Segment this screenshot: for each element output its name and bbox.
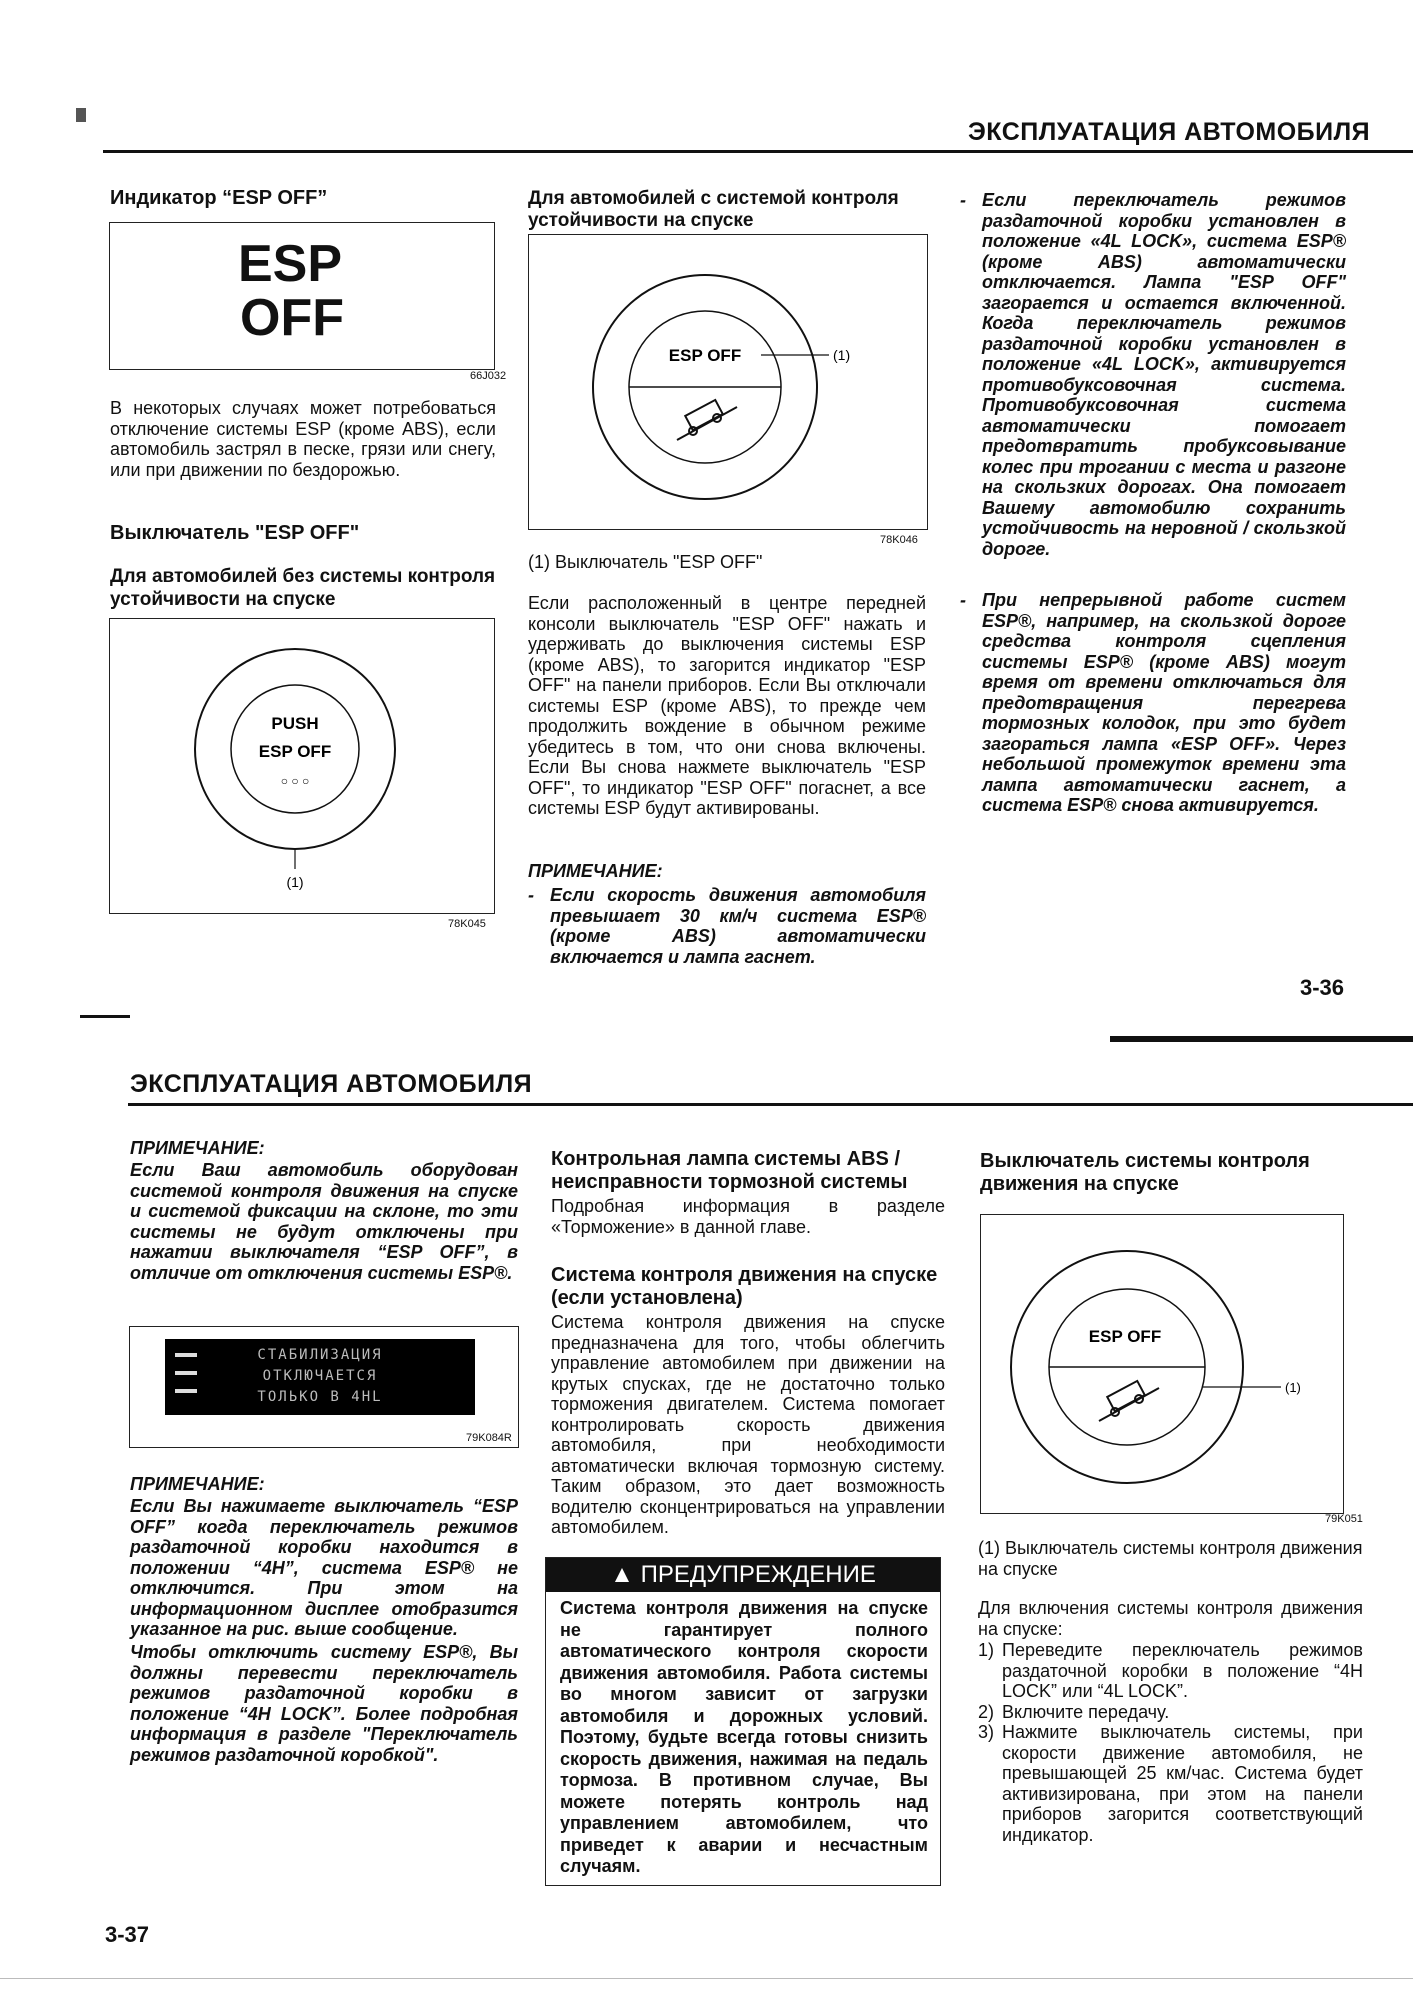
- step-text: Включите передачу.: [1002, 1701, 1170, 1722]
- right-bullet-2-text: При непрерывной работе систем ESP®, например, на скользкой дороге средства контроля сцепления системы ESP® (кроме ABS) могут время от времени отключаться для предотвращения перегрева тормозных колодок, при это будет загораться лампа «ESP OFF». Через небольшой промежуток времени эта лампа автоматически гаснет, а система ESP® снова активируется.: [982, 590, 1346, 815]
- indicator-esp-text: ESP: [238, 235, 343, 293]
- figure-code: 78K046: [880, 534, 918, 546]
- note2-text-2: Чтобы отключить систему ESP®, Вы должны перевести переключатель режимов раздаточной коробки в положение “4H LOCK”. Более подробная информация в разделе "Переключатель режимов раздаточной коробкой".: [130, 1642, 518, 1765]
- hill-descent-icon: [677, 400, 737, 440]
- figure-caption: (1) Выключатель "ESP OFF": [528, 552, 763, 572]
- push-switch-figure: [109, 618, 495, 914]
- step-item: [978, 1640, 1363, 1702]
- esp-off-indicator-figure: [109, 222, 495, 370]
- hdc-switch-drawing: [529, 235, 927, 529]
- hdc-switch-drawing: [981, 1215, 1343, 1513]
- page-header-title: ЭКСПЛУАТАЦИЯ АВТОМОБИЛЯ: [968, 118, 1371, 146]
- scan-mark: [76, 108, 86, 122]
- display-line-3: ТОЛЬКО В 4HL: [257, 1389, 383, 1405]
- step-number: 1): [978, 1640, 995, 1660]
- display-line-2: ОТКЛЮЧАЕТСЯ: [262, 1368, 378, 1384]
- indicator-heading: Индикатор “ESP OFF”: [110, 187, 328, 209]
- indicator-off-text: OFF: [240, 289, 344, 347]
- callout-1: (1): [1285, 1380, 1301, 1395]
- header-rule: [128, 1103, 1413, 1106]
- display-line-1: СТАБИЛИЗАЦИЯ: [257, 1347, 383, 1363]
- figure-code: 79K084R: [466, 1432, 512, 1444]
- page-header-title: ЭКСПЛУАТАЦИЯ АВТОМОБИЛЯ: [130, 1070, 533, 1098]
- push-label: PUSH: [271, 714, 319, 733]
- info-display-figure: [129, 1326, 519, 1448]
- note1-heading: ПРИМЕЧАНИЕ:: [130, 1138, 265, 1158]
- page-number: 3-36: [1300, 975, 1345, 1000]
- step-text: Нажмите выключатель системы, при скорости движение автомобиля, не превышающей 25 км/час. Система будет активизирована, при этом на панели приборов загорится соответствующий индикатор.: [1002, 1722, 1363, 1845]
- warning-title: ПРЕДУПРЕЖДЕНИЕ: [640, 1561, 876, 1588]
- right-bullet-1-text: Если переключатель режимов раздаточной коробки установлен в положение «4L LOCK», система ESP® (кроме ABS) автоматически отключается. Лампа "ESP OFF" загорается и остается включенной. Когда переключатель режимов раздаточной коробки установлен в положение «4L LOCK», активируется противобуксовочная система. Противобуксовочная система автоматически помогает предотвратить пробуксовывание колес при трогании с места и разгоне на скользких дорогах. Она помогает Вашему автомобилю сохранить устойчивость на неровной / скользкой дороге.: [982, 190, 1346, 559]
- esp-off-label: ESP OFF: [1088, 1327, 1162, 1346]
- abs-text: Подробная информация в разделе «Торможение» в данной главе.: [551, 1196, 945, 1237]
- figure-code: 78K045: [448, 918, 486, 930]
- hdc-heading: Система контроля движения на спуске (если установлена): [551, 1264, 938, 1309]
- figure-caption: (1) Выключатель системы контроля движения на спуске: [978, 1538, 1363, 1579]
- info-display-screen: [165, 1339, 475, 1415]
- bottom-rule-left: [80, 1015, 130, 1018]
- warning-text: Система контроля движения на спуске не гарантирует полного автоматического контроля скорости движения автомобиля. Работа системы во многом зависит от загрузки автомобиля и дорожных условий. Поэтому, будьте всегда готовы снизить скорость движения, нажимая на педаль тормоза. В противном случае, Вы можете потерять контроль над управлением автомобилем, что приведет к аварии и несчастным случаям.: [560, 1598, 928, 1876]
- step-item: [978, 1702, 1363, 1723]
- hdc-text: Система контроля движения на спуске предназначена для того, чтобы облегчить управление автомобилем при движении на крутых спусках, где не достаточно только торможения двигателем. Система помогает контролировать скорость движения автомобиля, при необходимости автоматически включая тормозную систему. Таким образом, это дает возможность водителю сконцентрироваться на управлении автомобилем.: [551, 1312, 945, 1537]
- hdc-switch-heading: Выключатель системы контроля движения на спуске: [980, 1150, 1310, 1195]
- note-bullet-text: Если скорость движения автомобиля превышает 30 км/ч система ESP® (кроме ABS) автоматически включается и лампа гаснет.: [550, 885, 926, 967]
- note-bullet: - Если скорость движения автомобиля превышает 30 км/ч система ESP® (кроме ABS) автоматически включается и лампа гаснет.: [528, 885, 926, 967]
- enable-steps: [978, 1640, 1363, 1845]
- note2-text-1: Если Вы нажимаете выключатель “ESP OFF” когда переключатель режимов раздаточной коробки находится в положении “4H”, система ESP® не отключится. При этом на информационном дисплее отобразится указанное на рис. выше сообщение.: [130, 1496, 518, 1639]
- right-bullet-1: - Если переключатель режимов раздаточной коробки установлен в положение «4L LOCK», система ESP® (кроме ABS) автоматически отключается. Лампа "ESP OFF" загорается и остается включенной. Когда переключатель режимов раздаточной коробки установлен в положение «4L LOCK», активируется противобуксовочная система. Противобуксовочная система автоматически помогает предотвратить пробуксовывание колес при трогании с места и разгоне на скользких дорогах. Она помогает Вашему автомобилю сохранить устойчивость на неровной / скользкой дороге.: [960, 190, 1346, 559]
- push-switch-drawing: [110, 619, 494, 913]
- page-edge-rule: [1110, 1036, 1413, 1042]
- step-text: Переведите переключатель режимов раздаточной коробки в положение “4H LOCK” или “4L LOCK”.: [1002, 1640, 1363, 1701]
- esp-off-label: ESP OFF: [258, 742, 332, 761]
- hdc-switch-figure: [528, 234, 928, 530]
- mid-description: Если расположенный в центре передней консоли выключатель "ESP OFF" нажать и удерживать до выключения системы ESP (кроме ABS), то загорится индикатор "ESP OFF" на панели приборов. Если Вы отключали системы ESP (кроме ABS), то прежде чем продолжить вождение в обычном режиме убедитесь в том, что они снова включены. Если Вы снова нажмете выключатель "ESP OFF", то индикатор "ESP OFF" погаснет, а все системы ESP будут активированы.: [528, 593, 926, 818]
- callout-1: (1): [286, 874, 304, 890]
- esp-off-label: ESP OFF: [668, 346, 742, 365]
- hdc-switch-figure: [980, 1214, 1344, 1514]
- warning-triangle-icon: ▲: [610, 1561, 634, 1588]
- header-rule: [103, 150, 1413, 153]
- figure-code: 66J032: [470, 370, 507, 382]
- note2-heading: ПРИМЕЧАНИЕ:: [130, 1474, 265, 1494]
- callout-1: (1): [833, 347, 851, 363]
- hill-descent-icon: [1099, 1381, 1159, 1421]
- page-number: 3-37: [105, 1922, 150, 1947]
- switch-heading: Выключатель "ESP OFF": [110, 522, 360, 544]
- warning-box: [545, 1557, 941, 1886]
- indicator-description: В некоторых случаях может потребоваться отключение системы ESP (кроме ABS), если автомобиль застрял в песке, грязи или снегу, или при движении по бездорожью.: [110, 398, 496, 480]
- warning-title-bar: [546, 1558, 940, 1592]
- right-bullet-2: - При непрерывной работе систем ESP®, например, на скользкой дороге средства контроля сцепления системы ESP® (кроме ABS) могут время от времени отключаться для предотвращения перегрева тормозных колодок, при это будет загораться лампа «ESP OFF». Через небольшой промежуток времени эта лампа автоматически гаснет, а система ESP® снова активируется.: [960, 590, 1346, 815]
- no-hdc-heading: Для автомобилей без системы контроля устойчивости на спуске: [110, 566, 496, 610]
- scan-edge: [0, 1978, 1413, 1979]
- figure-code: 79K051: [1325, 1513, 1363, 1525]
- hdc-heading: Для автомобилей с системой контроля устойчивости на спуске: [528, 188, 899, 231]
- abs-heading: Контрольная лампа системы ABS / неисправности тормозной системы: [551, 1148, 908, 1193]
- dots-label: ○ ○ ○: [280, 774, 310, 788]
- note-heading: ПРИМЕЧАНИЕ:: [528, 861, 663, 881]
- step-item: [978, 1722, 1363, 1845]
- step-number: 2): [978, 1701, 995, 1722]
- note1-text: Если Ваш автомобиль оборудован системой контроля движения на спуске и системой фиксации на склоне, то эти системы не будут отключены при нажатии выключателя “ESP OFF”, в отличие от отключения системы ESP®.: [130, 1160, 518, 1283]
- step-number: 3): [978, 1722, 995, 1742]
- enable-intro: Для включения системы контроля движения на спуске:: [978, 1598, 1363, 1639]
